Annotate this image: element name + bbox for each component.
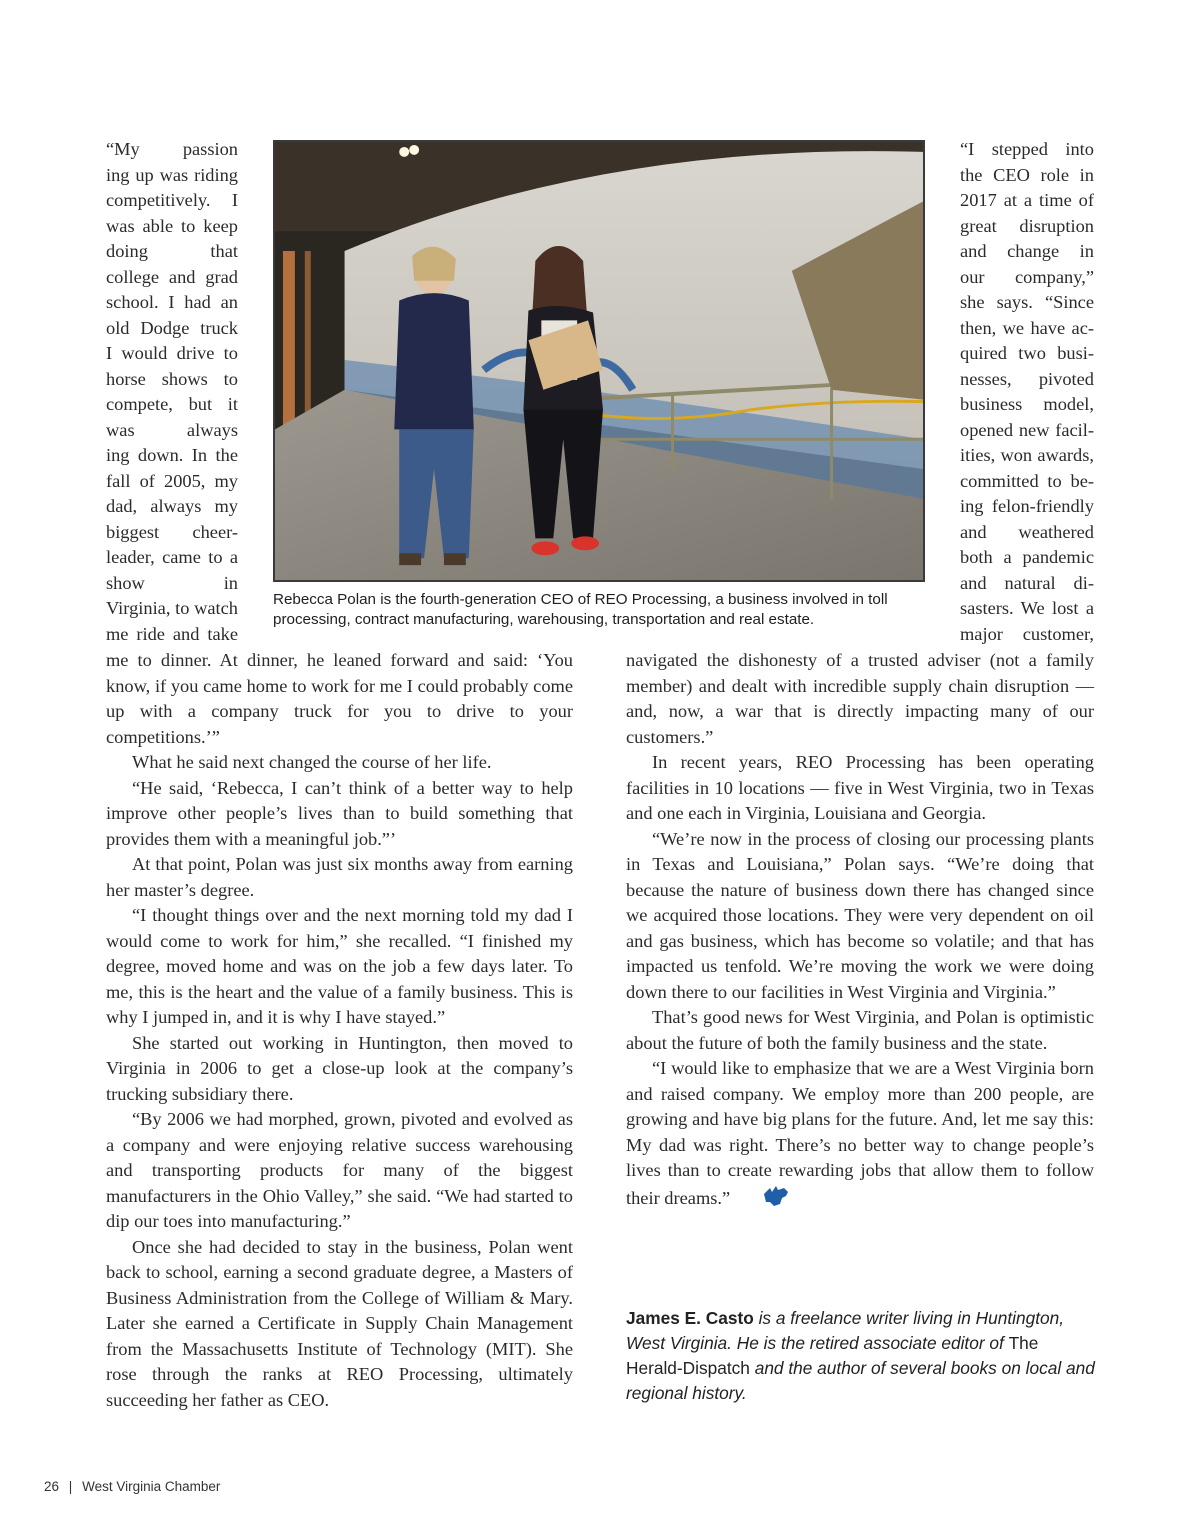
photo-illustration xyxy=(275,142,923,580)
text-line-content: major customer, xyxy=(960,623,1094,644)
text-line xyxy=(960,443,1094,469)
text-line-content: and natural di- xyxy=(960,572,1094,593)
text-line xyxy=(960,137,1094,163)
paragraph: navigated the dishonesty of a trusted adviser (not a family member) and dealt with incredible supply chain disruption — and, now, a war that is directly impacting many of our customers.” xyxy=(626,650,1094,747)
publication-name: The Herald-Dispatch xyxy=(626,1333,1039,1378)
text-line xyxy=(960,265,1094,291)
paragraph xyxy=(626,1056,1094,1215)
text-line-content: horse shows to xyxy=(106,368,238,389)
text-line-content: Virginia, to watch xyxy=(106,598,238,618)
paragraph: “We’re now in the process of closing our processing plants in Texas and Louisiana,” Polan says. “We’re doing that because the nature of business down there has changed since we acquired those locations. They were very dependent on oil and gas business, which has become so volatile; and that has impacted us tenfold. We’re moving the work we were doing down there to our facilities in West Virginia and Virginia.” xyxy=(626,828,1094,1002)
author-bio xyxy=(626,1306,1096,1406)
text-line xyxy=(106,214,238,240)
text-line-content: our company,” xyxy=(960,266,1094,287)
text-line xyxy=(960,571,1094,597)
text-line-content: ities, won awards, xyxy=(960,445,1094,465)
paragraph-text: “I would like to emphasize that we are a West Virginia born and raised company. We employ more than 200 people, are growing and have big plans for the future. And, let me say this: My dad was right. There’s no better way to change people’s lives than to create rewarding jobs that allow them to follow their dreams.” xyxy=(626,1058,1094,1208)
text-line-content: and change in xyxy=(960,241,1094,261)
text-line xyxy=(960,214,1094,240)
right-column xyxy=(626,648,1094,1215)
text-line xyxy=(106,163,238,189)
text-line xyxy=(106,392,238,418)
left-column xyxy=(106,648,573,1413)
text-line xyxy=(960,596,1094,622)
text-line-content: biggest cheer- xyxy=(106,521,238,542)
text-line xyxy=(106,188,238,214)
right-narrow-column xyxy=(960,137,1094,647)
text-line-content: I would drive to xyxy=(106,343,238,363)
text-line-content: great disruption xyxy=(960,215,1094,236)
paragraph: At that point, Polan was just six months away from earning her master’s degree. xyxy=(106,854,573,900)
paragraph: Once she had decided to stay in the business, Polan went back to school, earning a second graduate degree, a Masters of Business Administration from the College of William & Mary. Later she earned a Certificate in Supply Chain Management from the Massachusetts Institute of Technology (MIT). She rose through the ranks at REO Processing, ultimately succeeding her father as CEO. xyxy=(106,1236,573,1410)
author-name: James E. Casto xyxy=(626,1308,754,1328)
text-line xyxy=(960,622,1094,648)
text-line xyxy=(960,367,1094,393)
text-line-content: both a pandemic xyxy=(960,547,1094,567)
text-line-content: doing that xyxy=(106,241,238,261)
text-line xyxy=(960,545,1094,571)
text-line xyxy=(106,341,238,367)
text-line-content: compete, but it xyxy=(106,394,238,414)
text-line-content: she says. “Since xyxy=(960,292,1094,312)
text-line xyxy=(960,341,1094,367)
page-number: 26 xyxy=(44,1479,60,1494)
text-line-content: ing felon-friendly xyxy=(960,496,1094,516)
text-line-content: show in xyxy=(106,572,238,593)
bio-text-end: and the author of several books on local and regional history. xyxy=(626,1358,1095,1403)
text-line xyxy=(106,596,238,622)
west-virginia-icon xyxy=(736,1184,790,1216)
text-line-content: 2017 at a time of xyxy=(960,190,1094,210)
text-line xyxy=(960,392,1094,418)
paragraph: “He said, ‘Rebecca, I can’t think of a better way to help improve other people’s lives than to build something that provides them with a meaningful job.”’ xyxy=(106,777,573,849)
paragraph: “By 2006 we had morphed, grown, pivoted and evolved as a company and were enjoying relative success warehousing and transporting products for many of the biggest manufacturers in the Ohio Valley,” she said. “We had started to dip our toes into manufacturing.” xyxy=(106,1109,573,1231)
text-line xyxy=(106,520,238,546)
text-line xyxy=(106,418,238,444)
text-line-content: “My passion xyxy=(106,139,238,159)
text-line-content: and weathered xyxy=(960,521,1094,542)
text-line xyxy=(106,367,238,393)
footer-separator: | xyxy=(68,1479,73,1494)
text-line xyxy=(960,163,1094,189)
text-line-content: me ride and take xyxy=(106,623,238,644)
text-line xyxy=(960,418,1094,444)
text-line-content: “I stepped into xyxy=(960,139,1094,159)
text-line-content: college and grad xyxy=(106,266,238,287)
paragraph: In recent years, REO Processing has been operating facilities in 10 locations — five in West Virginia, two in Texas and one each in Virginia, Louisiana and Georgia. xyxy=(626,752,1094,823)
text-line-content: school. I had an xyxy=(106,292,238,312)
magazine-name: West Virginia Chamber xyxy=(82,1479,221,1494)
text-line-content: was able to keep xyxy=(106,215,238,236)
text-line-content: sasters. We lost a xyxy=(960,598,1094,618)
paragraph: She started out working in Huntington, then moved to Virginia in 2006 to get a close-up look at the company’s trucking subsidiary there. xyxy=(106,1032,573,1104)
text-line-content: opened new facil- xyxy=(960,419,1094,440)
text-line xyxy=(106,290,238,316)
text-line xyxy=(960,239,1094,265)
text-line xyxy=(106,443,238,469)
text-line-content: competitively. I xyxy=(106,190,238,210)
text-line-content: old Dodge truck xyxy=(106,317,238,338)
text-line xyxy=(106,571,238,597)
bio-text: is a freelance writer living in Huntington, West Virginia. He is the retired associate editor of xyxy=(626,1308,1065,1353)
text-line-content: committed to be- xyxy=(960,470,1094,491)
text-line-content: fall of 2005, my xyxy=(106,470,238,491)
photo-caption: Rebecca Polan is the fourth-generation CEO of REO Processing, a business involved in toll processing, contract manufacturing, warehousing, transportation and real estate. xyxy=(273,591,888,628)
text-line-content: was always xyxy=(106,419,238,440)
paragraph: “I thought things over and the next morning told my dad I would come to work for him,” she recalled. “I finished my degree, moved home and was on the job a few days later. To me, this is the heart and the value of a family business. This is why I jumped in, and it is why I have stayed.” xyxy=(106,905,573,1027)
text-line-content: dad, always my xyxy=(106,496,238,516)
text-line xyxy=(960,494,1094,520)
text-line xyxy=(106,316,238,342)
text-line-content: the CEO role in xyxy=(960,164,1094,185)
text-line-content: quired two busi- xyxy=(960,343,1094,363)
text-line-content: ing down. In the xyxy=(106,445,238,465)
text-line xyxy=(106,239,238,265)
text-line-content: nesses, pivoted xyxy=(960,368,1094,389)
feature-photo xyxy=(273,140,925,582)
text-line xyxy=(960,290,1094,316)
text-line xyxy=(106,265,238,291)
text-line-content: leader, came to a xyxy=(106,547,238,567)
text-line xyxy=(106,622,238,648)
left-narrow-column xyxy=(106,137,238,647)
paragraph: What he said next changed the course of her life. xyxy=(132,752,492,772)
text-line xyxy=(960,520,1094,546)
text-line xyxy=(106,469,238,495)
page-footer xyxy=(44,1479,220,1494)
text-line-content: business model, xyxy=(960,394,1094,414)
text-line xyxy=(960,316,1094,342)
paragraph: That’s good news for West Virginia, and Polan is optimistic about the future of both the family business and the state. xyxy=(626,1007,1094,1053)
text-line xyxy=(106,494,238,520)
text-line xyxy=(960,469,1094,495)
text-line xyxy=(960,188,1094,214)
text-line xyxy=(106,545,238,571)
paragraph: me to dinner. At dinner, he leaned forward and said: ‘You know, if you came home to work for me I could probably come up with a company truck for you to drive to your competitions.’” xyxy=(106,650,573,747)
text-line xyxy=(106,137,238,163)
text-line-content: then, we have ac- xyxy=(960,317,1094,338)
text-line-content: ing up was riding xyxy=(106,164,238,185)
